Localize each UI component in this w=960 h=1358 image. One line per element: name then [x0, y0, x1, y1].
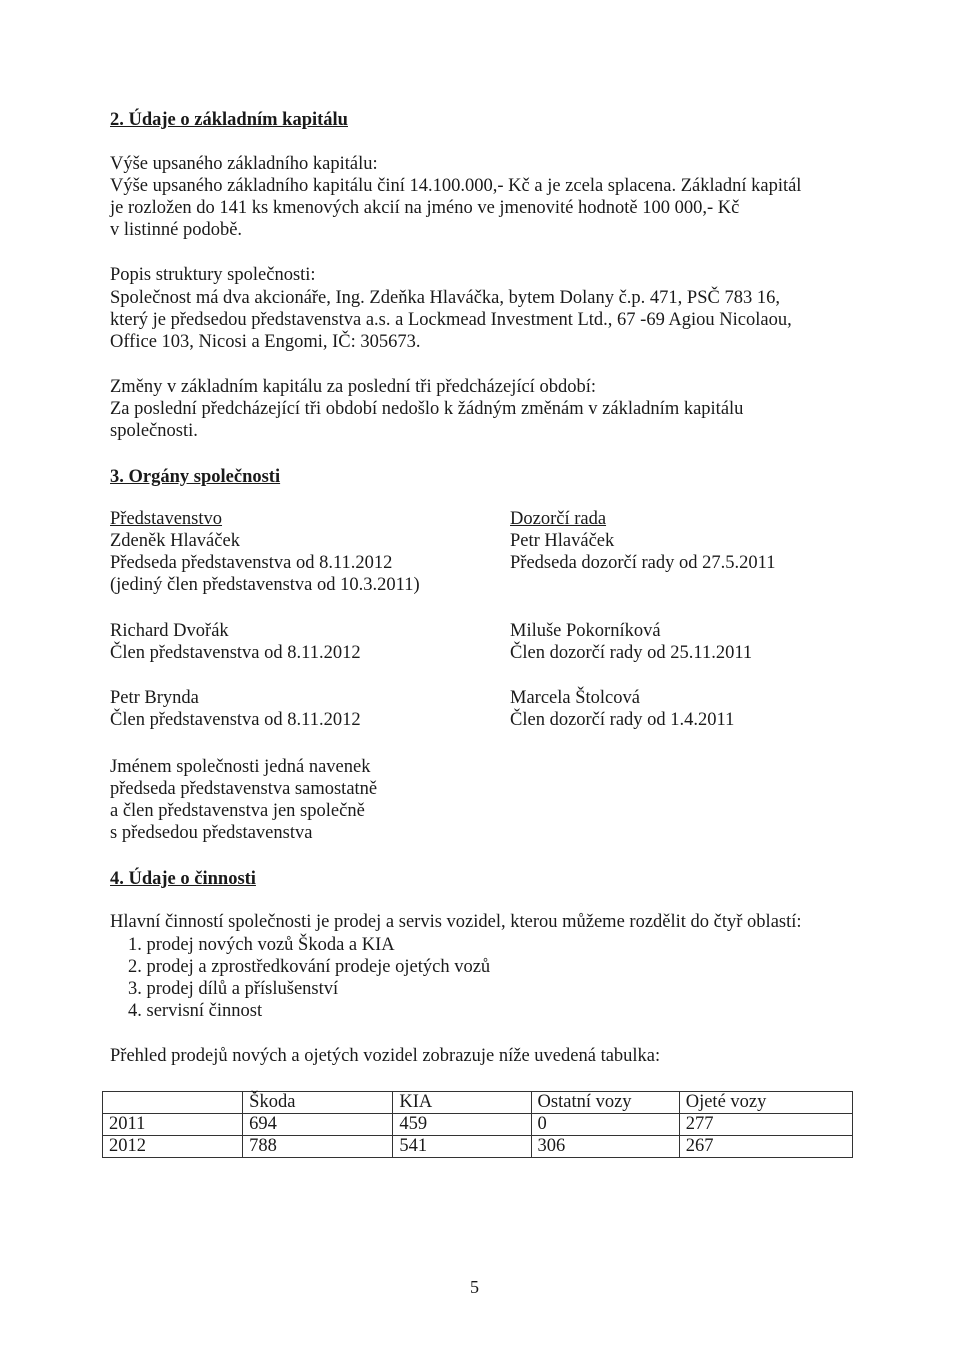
- board-member-note: (jediný člen představenstva od 10.3.2011): [110, 575, 420, 595]
- table-row: [103, 1136, 853, 1158]
- activity-intro: Hlavní činností společnosti je prodej a servis vozidel, kterou můžeme rozdělit do čtyř oblastí:: [110, 912, 802, 932]
- table-header-cell: Škoda: [243, 1092, 393, 1114]
- table-cell: 2012: [103, 1136, 243, 1158]
- page-number: 5: [470, 1277, 479, 1297]
- board-column: [110, 508, 420, 596]
- supervisory-member-role: Člen dozorčí rady od 25.11.2011: [510, 643, 753, 663]
- table-header-cell: KIA: [393, 1092, 531, 1114]
- board-member-name: Zdeněk Hlaváček: [110, 531, 240, 551]
- structure-label: Popis struktury společnosti:: [110, 265, 316, 285]
- table-cell: 459: [393, 1114, 531, 1136]
- table-cell: 2011: [103, 1114, 243, 1136]
- table-cell: 306: [531, 1136, 679, 1158]
- sales-table: [102, 1091, 853, 1158]
- board-member-role: Předseda představenstva od 8.11.2012: [110, 553, 393, 573]
- supervisory-member-name: Miluše Pokorníková: [510, 621, 661, 641]
- capital-label: Výše upsaného základního kapitálu:: [110, 154, 378, 174]
- table-cell: 694: [243, 1114, 393, 1136]
- supervisory-title: Dozorčí rada: [510, 509, 607, 529]
- table-cell: 541: [393, 1136, 531, 1158]
- table-header-cell: Ostatní vozy: [531, 1092, 679, 1114]
- capital-paragraph: Výše upsaného základního kapitálu činí 14.100.000,- Kč a je zcela splacena. Základní kapitál je rozložen do 141 ks kmenových akcií na jméno ve jmenovité hodnotě 100 000,- Kč v listinné podobě.: [110, 176, 802, 240]
- board-member-name: Richard Dvořák: [110, 621, 229, 641]
- table-header-row: [103, 1092, 853, 1114]
- board-member-role: Člen představenstva od 8.11.2012: [110, 710, 361, 730]
- table-intro: Přehled prodejů nových a ojetých vozidel zobrazuje níže uvedená tabulka:: [110, 1046, 661, 1066]
- representation-paragraph: Jménem společnosti jedná navenek předseda představenstva samostatně a člen představenstva jen společně s předsedou představenstva: [110, 757, 378, 843]
- board-member-2: [110, 620, 361, 664]
- supervisory-member-2: [510, 620, 752, 664]
- table-row: [103, 1114, 853, 1136]
- table-header-cell: Ojeté vozy: [679, 1092, 852, 1114]
- table-cell: 788: [243, 1136, 393, 1158]
- supervisory-column: [510, 508, 775, 574]
- board-member-3: [110, 687, 361, 731]
- table-cell: 267: [679, 1136, 852, 1158]
- supervisory-member-name: Petr Hlaváček: [510, 531, 615, 551]
- list-item: 2. prodej a zprostředkování prodeje ojetých vozů: [128, 957, 491, 977]
- supervisory-member-3: [510, 687, 734, 731]
- table-header-cell: [103, 1092, 243, 1114]
- supervisory-member-role: Předseda dozorčí rady od 27.5.2011: [510, 553, 776, 573]
- section-2-heading: 2. Údaje o základním kapitálu: [110, 110, 348, 130]
- section-3-heading: 3. Orgány společnosti: [110, 467, 281, 487]
- list-item: 1. prodej nových vozů Škoda a KIA: [128, 935, 395, 955]
- supervisory-member-role: Člen dozorčí rady od 1.4.2011: [510, 710, 735, 730]
- board-member-role: Člen představenstva od 8.11.2012: [110, 643, 361, 663]
- supervisory-member-name: Marcela Štolcová: [510, 688, 640, 708]
- board-title: Představenstvo: [110, 509, 223, 529]
- structure-paragraph: Společnost má dva akcionáře, Ing. Zdeňka Hlaváčka, bytem Dolany č.p. 471, PSČ 783 16, který je předsedou představenstva a.s. a Lockmead Investment Ltd., 67 -69 Agiou Nicolaou, Office 103, Nicosi a Engomi, IČ: 305673.: [110, 288, 792, 352]
- activity-list: [128, 934, 490, 1022]
- changes-label: Změny v základním kapitálu za poslední tři předcházející období:: [110, 377, 596, 397]
- list-item: 4. servisní činnost: [128, 1001, 263, 1021]
- list-item: 3. prodej dílů a příslušenství: [128, 979, 339, 999]
- board-member-name: Petr Brynda: [110, 688, 199, 708]
- table-cell: 277: [679, 1114, 852, 1136]
- section-4-heading: 4. Údaje o činnosti: [110, 869, 256, 889]
- table-cell: 0: [531, 1114, 679, 1136]
- changes-paragraph: Za poslední předcházející tři období nedošlo k žádným změnám v základním kapitálu společnosti.: [110, 399, 744, 441]
